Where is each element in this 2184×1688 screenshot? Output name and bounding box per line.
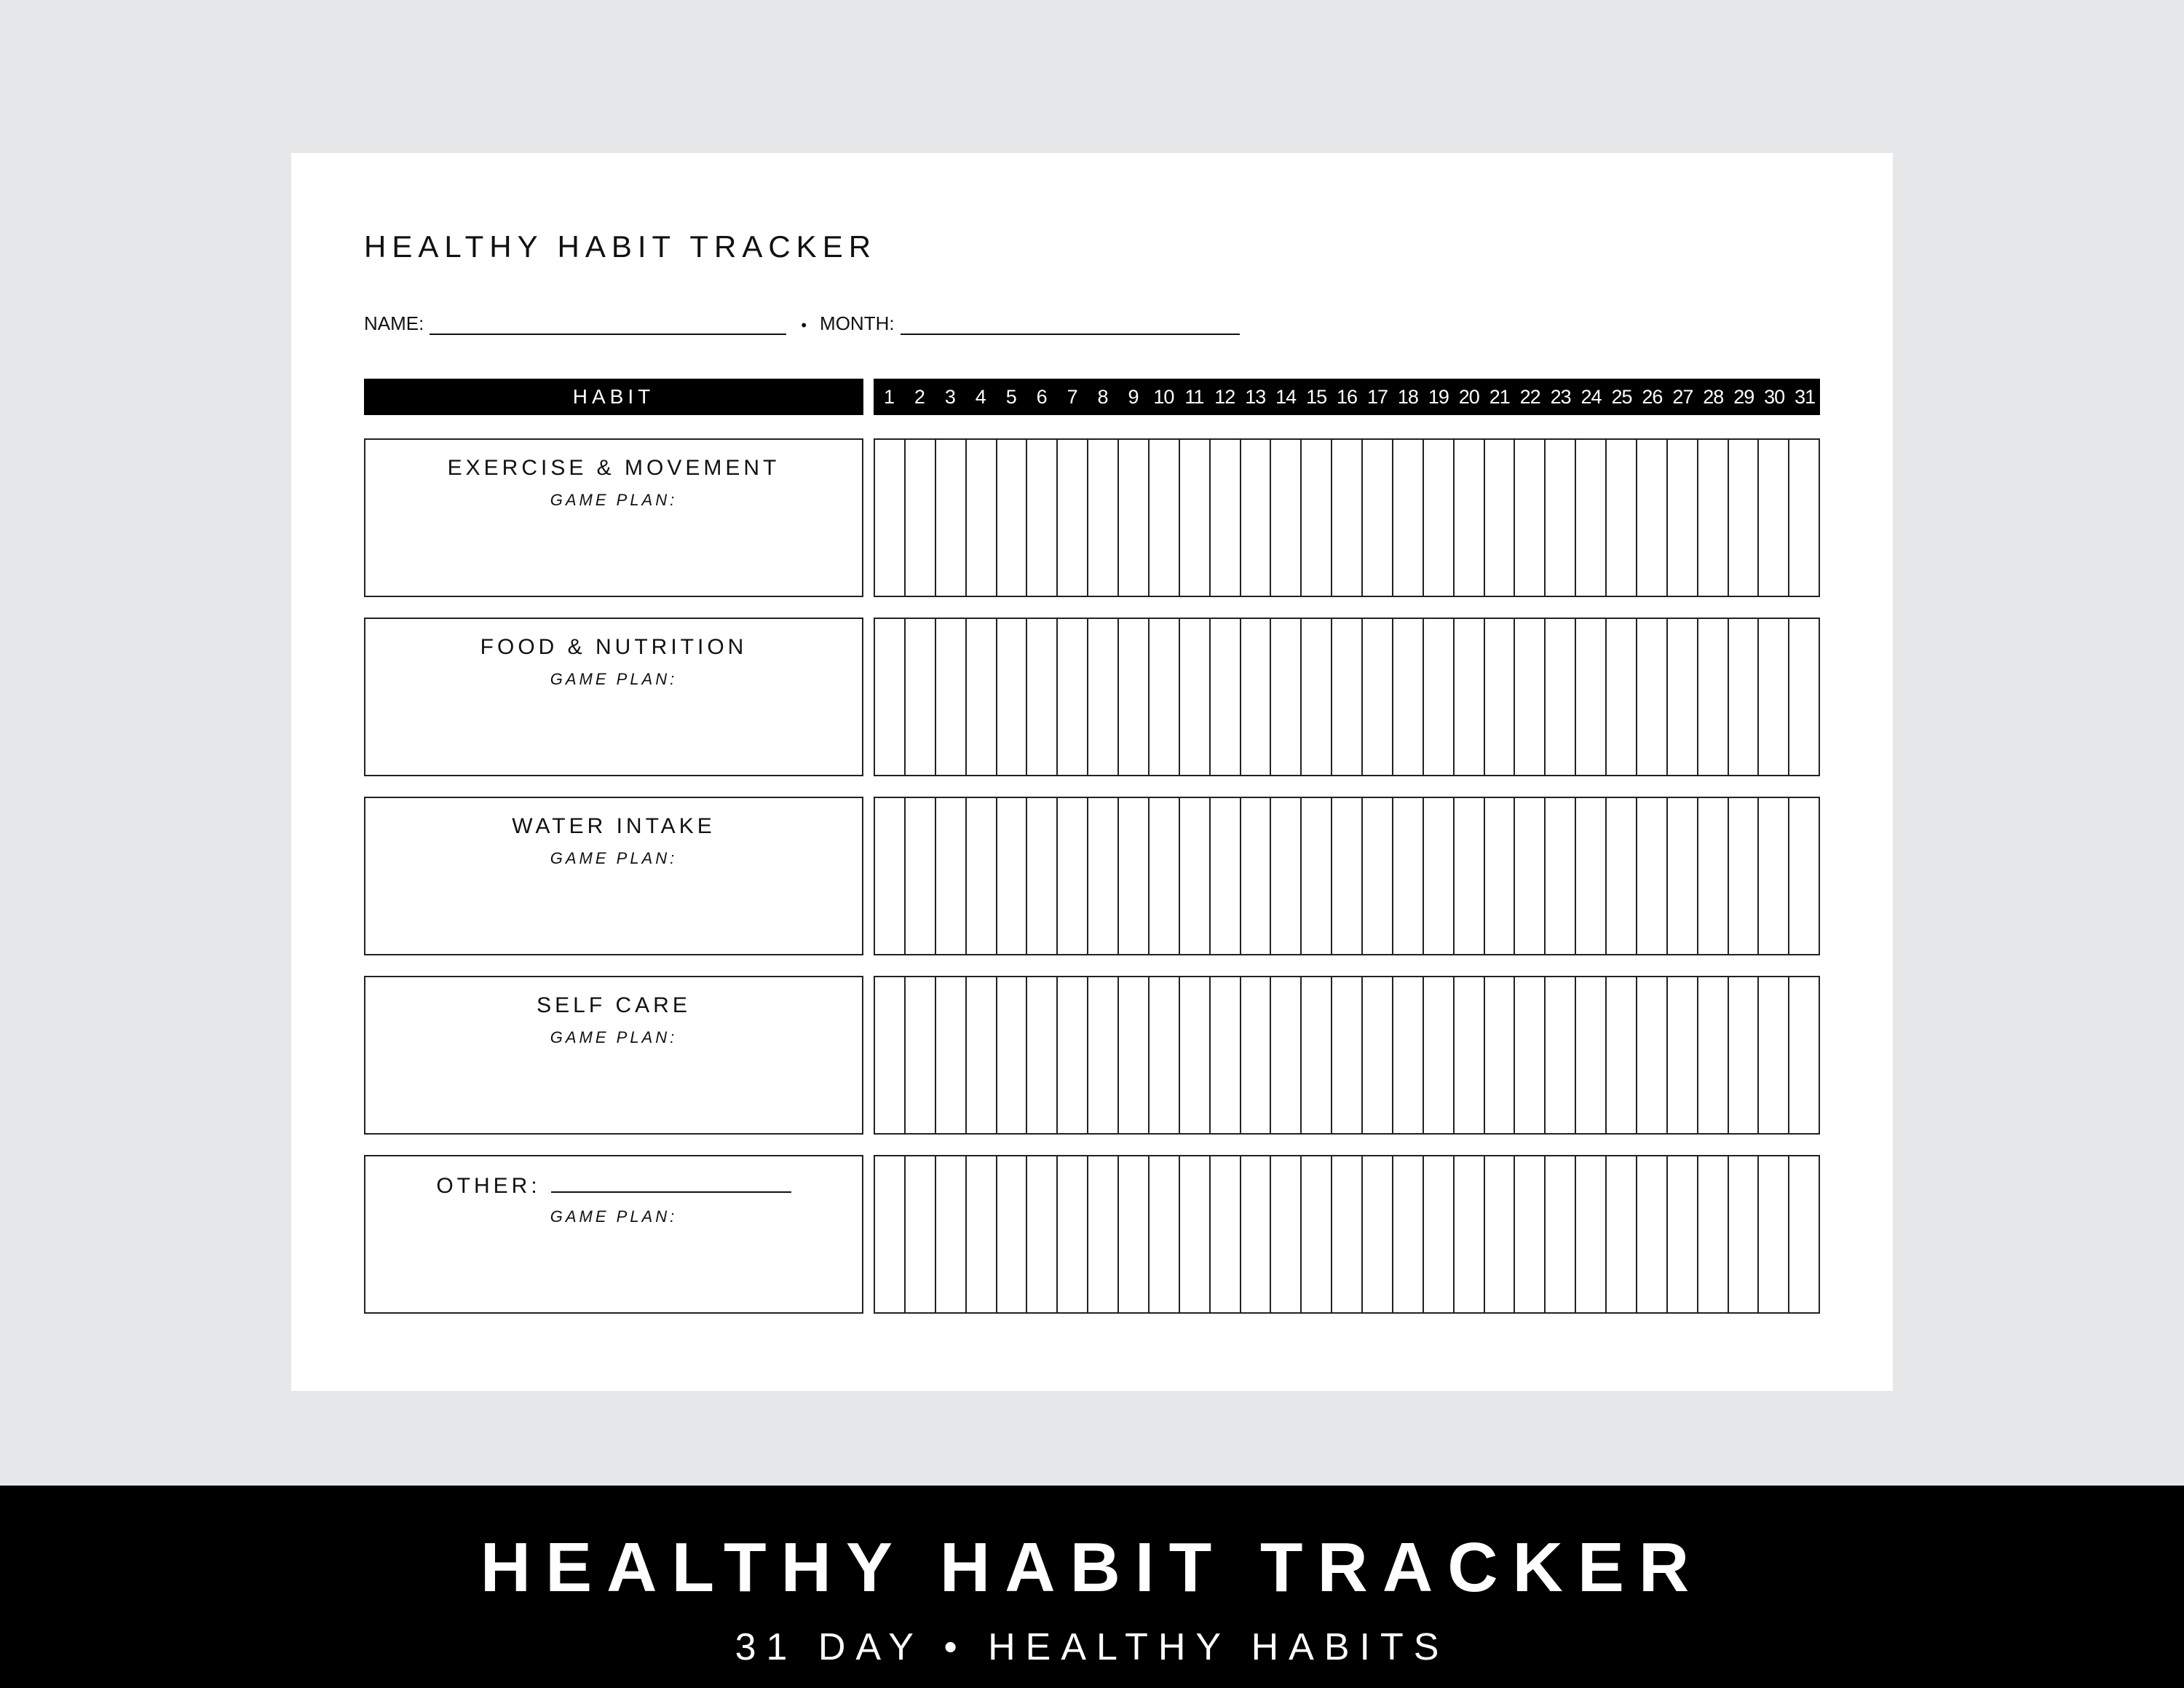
day-header-29: 29	[1733, 385, 1754, 408]
day-checkbox-cell[interactable]	[1546, 1156, 1576, 1312]
day-checkbox-cell[interactable]	[1485, 977, 1516, 1133]
day-checkbox-cell[interactable]	[1393, 798, 1424, 954]
day-checkbox-cell[interactable]	[1637, 619, 1668, 775]
day-checkbox-cell[interactable]	[1485, 1156, 1516, 1312]
game-plan-label: GAME PLAN:	[550, 1028, 678, 1046]
day-checkbox-cell[interactable]	[875, 977, 906, 1133]
day-checkbox-cell[interactable]	[1546, 440, 1576, 596]
day-checkbox-cell[interactable]	[1241, 798, 1272, 954]
day-checkbox-cell[interactable]	[1515, 1156, 1546, 1312]
habit-name	[365, 456, 862, 481]
day-checkbox-cell[interactable]	[1027, 619, 1058, 775]
day-checkbox-cell[interactable]	[1729, 1156, 1760, 1312]
day-header-4: 4	[975, 385, 986, 408]
day-header-22: 22	[1519, 385, 1540, 408]
day-checkbox-cell[interactable]	[1211, 619, 1241, 775]
day-checkbox-cell[interactable]	[1332, 798, 1363, 954]
day-checkbox-cell[interactable]	[997, 977, 1028, 1133]
habit-label-box[interactable]	[364, 1155, 863, 1314]
habit-day-grid	[874, 797, 1820, 955]
day-checkbox-cell[interactable]	[1729, 977, 1760, 1133]
day-header-14: 14	[1275, 385, 1297, 408]
game-plan-label: GAME PLAN:	[550, 1207, 678, 1226]
habit-label-box[interactable]	[364, 976, 863, 1135]
day-checkbox-cell[interactable]	[1332, 977, 1363, 1133]
habit-name-text: OTHER:	[436, 1174, 541, 1198]
day-header-8: 8	[1097, 385, 1108, 408]
day-checkbox-cell[interactable]	[936, 1156, 967, 1312]
day-checkbox-cell[interactable]	[1485, 798, 1516, 954]
day-checkbox-cell[interactable]	[1455, 1156, 1485, 1312]
other-habit-field[interactable]	[551, 1172, 791, 1193]
month-field[interactable]	[901, 315, 1240, 335]
day-header-6: 6	[1036, 385, 1047, 408]
day-checkbox-cell[interactable]	[1729, 619, 1760, 775]
day-checkbox-cell[interactable]	[1180, 1156, 1211, 1312]
day-checkbox-cell[interactable]	[875, 619, 906, 775]
day-checkbox-cell[interactable]	[1576, 1156, 1607, 1312]
day-checkbox-cell[interactable]	[906, 440, 936, 596]
game-plan-label: GAME PLAN:	[550, 491, 678, 509]
day-checkbox-cell[interactable]	[1119, 977, 1150, 1133]
tracker-sheet	[291, 153, 1893, 1391]
day-header-24: 24	[1580, 385, 1602, 408]
day-checkbox-cell[interactable]	[967, 977, 997, 1133]
day-checkbox-cell[interactable]	[967, 1156, 997, 1312]
day-checkbox-cell[interactable]	[875, 1156, 906, 1312]
day-checkbox-cell[interactable]	[875, 440, 906, 596]
day-header-7: 7	[1067, 385, 1077, 408]
day-checkbox-cell[interactable]	[1515, 977, 1546, 1133]
day-checkbox-cell[interactable]	[906, 798, 936, 954]
day-checkbox-cell[interactable]	[1607, 440, 1637, 596]
day-header-18: 18	[1397, 385, 1418, 408]
day-checkbox-cell[interactable]	[1150, 977, 1180, 1133]
day-checkbox-cell[interactable]	[1424, 1156, 1455, 1312]
day-checkbox-cell[interactable]	[1668, 977, 1698, 1133]
day-checkbox-cell[interactable]	[1241, 1156, 1272, 1312]
day-checkbox-cell[interactable]	[1485, 440, 1516, 596]
day-checkbox-cell[interactable]	[1698, 619, 1729, 775]
day-checkbox-cell[interactable]	[1393, 977, 1424, 1133]
habit-label-box[interactable]	[364, 618, 863, 776]
day-checkbox-cell[interactable]	[936, 798, 967, 954]
day-header-21: 21	[1489, 385, 1510, 408]
day-checkbox-cell[interactable]	[1546, 977, 1576, 1133]
day-checkbox-cell[interactable]	[1546, 619, 1576, 775]
day-checkbox-cell[interactable]	[1485, 619, 1516, 775]
day-checkbox-cell[interactable]	[1058, 1156, 1088, 1312]
day-checkbox-cell[interactable]	[1698, 977, 1729, 1133]
day-checkbox-cell[interactable]	[1088, 619, 1119, 775]
day-checkbox-cell[interactable]	[1088, 1156, 1119, 1312]
day-checkbox-cell[interactable]	[1027, 1156, 1058, 1312]
day-checkbox-cell[interactable]	[1455, 619, 1485, 775]
day-checkbox-cell[interactable]	[1241, 977, 1272, 1133]
day-checkbox-cell[interactable]	[1637, 798, 1668, 954]
day-checkbox-cell[interactable]	[906, 1156, 936, 1312]
habit-name-text: EXERCISE & MOVEMENT	[447, 456, 780, 480]
day-checkbox-cell[interactable]	[1211, 440, 1241, 596]
day-checkbox-cell[interactable]	[1515, 798, 1546, 954]
day-checkbox-cell[interactable]	[1668, 1156, 1698, 1312]
day-checkbox-cell[interactable]	[1150, 798, 1180, 954]
habit-day-grid	[874, 438, 1820, 597]
day-header-9: 9	[1128, 385, 1139, 408]
day-checkbox-cell[interactable]	[1698, 440, 1729, 596]
day-checkbox-cell[interactable]	[1668, 619, 1698, 775]
field-separator: •	[801, 316, 807, 334]
day-checkbox-cell[interactable]	[1119, 619, 1150, 775]
habit-name-text: WATER INTAKE	[512, 814, 716, 838]
day-header-15: 15	[1306, 385, 1327, 408]
day-checkbox-cell[interactable]	[967, 440, 997, 596]
day-checkbox-cell[interactable]	[1698, 798, 1729, 954]
day-checkbox-cell[interactable]	[1789, 440, 1819, 596]
day-checkbox-cell[interactable]	[1455, 798, 1485, 954]
day-checkbox-cell[interactable]	[1241, 619, 1272, 775]
day-header-11: 11	[1184, 385, 1204, 408]
month-label: MONTH:	[820, 312, 895, 334]
day-checkbox-cell[interactable]	[1150, 1156, 1180, 1312]
day-header-5: 5	[1005, 385, 1016, 408]
habit-label-box[interactable]	[364, 438, 863, 597]
day-checkbox-cell[interactable]	[1393, 440, 1424, 596]
day-checkbox-cell[interactable]	[1759, 619, 1789, 775]
banner-subtitle: 31 DAY • HEALTHY HABITS	[735, 1626, 1449, 1668]
day-checkbox-cell[interactable]	[1302, 798, 1332, 954]
habit-name	[365, 814, 862, 839]
day-checkbox-cell[interactable]	[1027, 977, 1058, 1133]
day-header-26: 26	[1642, 385, 1663, 408]
day-checkbox-cell[interactable]	[1211, 798, 1241, 954]
day-checkbox-cell[interactable]	[1759, 1156, 1789, 1312]
day-checkbox-cell[interactable]	[1607, 977, 1637, 1133]
day-checkbox-cell[interactable]	[1363, 977, 1393, 1133]
day-header-25: 25	[1611, 385, 1632, 408]
day-checkbox-cell[interactable]	[1302, 1156, 1332, 1312]
day-checkbox-cell[interactable]	[1119, 440, 1150, 596]
footer-banner	[0, 1486, 2184, 1688]
habit-name-text: FOOD & NUTRITION	[480, 635, 748, 659]
day-checkbox-cell[interactable]	[997, 798, 1028, 954]
day-checkbox-cell[interactable]	[1393, 619, 1424, 775]
habit-name	[365, 1172, 862, 1199]
day-checkbox-cell[interactable]	[1363, 1156, 1393, 1312]
day-checkbox-cell[interactable]	[1789, 1156, 1819, 1312]
day-checkbox-cell[interactable]	[936, 977, 967, 1133]
habit-label-box[interactable]	[364, 797, 863, 955]
day-checkbox-cell[interactable]	[1088, 798, 1119, 954]
day-checkbox-cell[interactable]	[906, 977, 936, 1133]
day-checkbox-cell[interactable]	[1211, 1156, 1241, 1312]
day-header-17: 17	[1366, 385, 1388, 408]
habit-name	[365, 635, 862, 660]
day-checkbox-cell[interactable]	[1424, 798, 1455, 954]
day-checkbox-cell[interactable]	[1729, 798, 1760, 954]
habit-name	[365, 993, 862, 1018]
day-checkbox-cell[interactable]	[1271, 798, 1302, 954]
day-checkbox-cell[interactable]	[1515, 440, 1546, 596]
day-header-23: 23	[1550, 385, 1571, 408]
day-checkbox-cell[interactable]	[997, 1156, 1028, 1312]
page-title: HEALTHY HABIT TRACKER	[364, 229, 877, 264]
habit-column-header: HABIT	[364, 379, 863, 415]
day-checkbox-cell[interactable]	[1271, 1156, 1302, 1312]
day-checkbox-cell[interactable]	[1576, 798, 1607, 954]
day-header-12: 12	[1214, 385, 1235, 408]
habit-day-grid	[874, 1155, 1820, 1314]
day-checkbox-cell[interactable]	[1088, 440, 1119, 596]
day-checkbox-cell[interactable]	[1332, 619, 1363, 775]
day-checkbox-cell[interactable]	[1576, 619, 1607, 775]
day-header-10: 10	[1153, 385, 1174, 408]
day-checkbox-cell[interactable]	[1759, 977, 1789, 1133]
day-checkbox-cell[interactable]	[1637, 440, 1668, 596]
day-checkbox-cell[interactable]	[997, 440, 1028, 596]
day-checkbox-cell[interactable]	[1729, 440, 1760, 596]
day-checkbox-cell[interactable]	[875, 798, 906, 954]
day-checkbox-cell[interactable]	[1789, 798, 1819, 954]
day-checkbox-cell[interactable]	[1332, 1156, 1363, 1312]
day-checkbox-cell[interactable]	[1515, 619, 1546, 775]
day-checkbox-cell[interactable]	[1637, 1156, 1668, 1312]
day-checkbox-cell[interactable]	[1119, 798, 1150, 954]
day-header-27: 27	[1672, 385, 1693, 408]
day-header-1: 1	[883, 385, 894, 408]
day-checkbox-cell[interactable]	[1424, 977, 1455, 1133]
day-header-13: 13	[1245, 385, 1266, 408]
day-checkbox-cell[interactable]	[967, 798, 997, 954]
day-checkbox-cell[interactable]	[936, 440, 967, 596]
day-checkbox-cell[interactable]	[997, 619, 1028, 775]
day-checkbox-cell[interactable]	[1668, 798, 1698, 954]
day-checkbox-cell[interactable]	[1637, 977, 1668, 1133]
day-checkbox-cell[interactable]	[1150, 619, 1180, 775]
day-checkbox-cell[interactable]	[936, 619, 967, 775]
day-checkbox-cell[interactable]	[1363, 798, 1393, 954]
day-header-20: 20	[1458, 385, 1479, 408]
day-header-2: 2	[914, 385, 925, 408]
day-checkbox-cell[interactable]	[1058, 977, 1088, 1133]
day-checkbox-cell[interactable]	[1271, 977, 1302, 1133]
day-header-31: 31	[1795, 385, 1816, 408]
name-label: NAME:	[364, 312, 424, 334]
day-checkbox-cell[interactable]	[1393, 1156, 1424, 1312]
day-checkbox-cell[interactable]	[906, 619, 936, 775]
day-checkbox-cell[interactable]	[1302, 977, 1332, 1133]
day-checkbox-cell[interactable]	[1058, 440, 1088, 596]
day-checkbox-cell[interactable]	[1302, 619, 1332, 775]
day-checkbox-cell[interactable]	[1271, 440, 1302, 596]
day-header-30: 30	[1764, 385, 1785, 408]
days-header	[874, 379, 1820, 415]
day-checkbox-cell[interactable]	[1759, 440, 1789, 596]
day-checkbox-cell[interactable]	[1668, 440, 1698, 596]
day-checkbox-cell[interactable]	[1150, 440, 1180, 596]
habit-name-text: SELF CARE	[537, 993, 691, 1017]
day-checkbox-cell[interactable]	[1455, 977, 1485, 1133]
day-checkbox-cell[interactable]	[1546, 798, 1576, 954]
day-header-16: 16	[1337, 385, 1358, 408]
day-header-3: 3	[944, 385, 955, 408]
day-checkbox-cell[interactable]	[1607, 798, 1637, 954]
game-plan-label: GAME PLAN:	[550, 670, 678, 688]
day-checkbox-cell[interactable]	[1027, 798, 1058, 954]
day-checkbox-cell[interactable]	[1607, 619, 1637, 775]
header-fields	[364, 306, 1240, 335]
day-checkbox-cell[interactable]	[1698, 1156, 1729, 1312]
day-checkbox-cell[interactable]	[1455, 440, 1485, 596]
day-checkbox-cell[interactable]	[1180, 619, 1211, 775]
day-checkbox-cell[interactable]	[1088, 977, 1119, 1133]
day-checkbox-cell[interactable]	[1363, 619, 1393, 775]
day-checkbox-cell[interactable]	[1607, 1156, 1637, 1312]
day-checkbox-cell[interactable]	[1180, 798, 1211, 954]
day-checkbox-cell[interactable]	[1058, 798, 1088, 954]
game-plan-label: GAME PLAN:	[550, 849, 678, 867]
day-checkbox-cell[interactable]	[1180, 977, 1211, 1133]
day-checkbox-cell[interactable]	[1759, 798, 1789, 954]
day-checkbox-cell[interactable]	[1241, 440, 1272, 596]
day-checkbox-cell[interactable]	[1363, 440, 1393, 596]
day-checkbox-cell[interactable]	[1027, 440, 1058, 596]
day-checkbox-cell[interactable]	[1211, 977, 1241, 1133]
day-header-19: 19	[1428, 385, 1449, 408]
day-checkbox-cell[interactable]	[1789, 619, 1819, 775]
day-checkbox-cell[interactable]	[1332, 440, 1363, 596]
day-checkbox-cell[interactable]	[967, 619, 997, 775]
day-checkbox-cell[interactable]	[1119, 1156, 1150, 1312]
day-checkbox-cell[interactable]	[1302, 440, 1332, 596]
day-checkbox-cell[interactable]	[1424, 440, 1455, 596]
banner-title: HEALTHY HABIT TRACKER	[480, 1529, 1704, 1606]
day-checkbox-cell[interactable]	[1576, 440, 1607, 596]
name-field[interactable]	[430, 315, 786, 335]
day-checkbox-cell[interactable]	[1789, 977, 1819, 1133]
day-checkbox-cell[interactable]	[1271, 619, 1302, 775]
day-checkbox-cell[interactable]	[1180, 440, 1211, 596]
day-checkbox-cell[interactable]	[1058, 619, 1088, 775]
day-checkbox-cell[interactable]	[1424, 619, 1455, 775]
habit-day-grid	[874, 976, 1820, 1135]
habit-day-grid	[874, 618, 1820, 776]
day-checkbox-cell[interactable]	[1576, 977, 1607, 1133]
day-header-28: 28	[1703, 385, 1724, 408]
